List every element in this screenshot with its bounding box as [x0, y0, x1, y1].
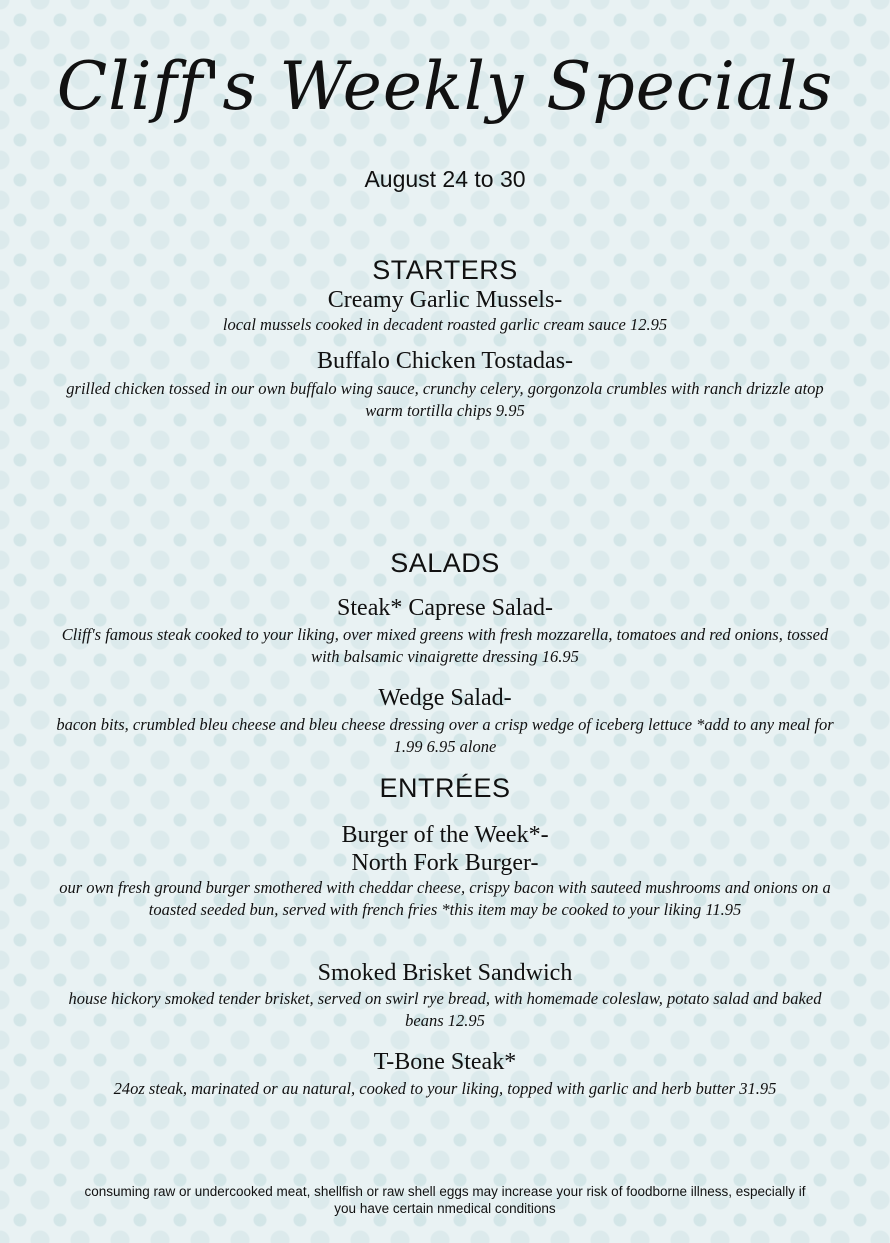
item-desc-north-fork-burger: our own fresh ground burger smothered with cheddar cheese, crispy bacon with sauteed mushrooms and onions on a toasted seeded bun, served with french fries *this item may be cooked to your liking 11.95: [59, 878, 831, 919]
item-name-buffalo-chicken-tostadas: Buffalo Chicken Tostadas-: [316, 348, 574, 374]
item-name-t-bone-steak: T-Bone Steak*: [373, 1049, 517, 1075]
item-name-creamy-garlic-mussels: Creamy Garlic Mussels-: [327, 287, 563, 313]
food-safety-disclaimer: consuming raw or undercooked meat, shellfish or raw shell eggs may increase your risk of foodborne illness, especially if you have certain nmedical conditions: [84, 1184, 806, 1216]
item-subname-north-fork-burger: North Fork Burger-: [351, 850, 539, 876]
item-desc-wedge-salad: bacon bits, crumbled bleu cheese and bleu cheese dressing over a crisp wedge of iceberg lettuce *add to any meal for 1.99 6.95 alone: [56, 715, 834, 756]
item-desc-t-bone-steak: 24oz steak, marinated or au natural, cooked to your liking, topped with garlic and herb butter 31.95: [113, 1079, 777, 1098]
item-desc-buffalo-chicken-tostadas: grilled chicken tossed in our own buffalo wing sauce, crunchy celery, gorgonzola crumbles with ranch drizzle atop warm tortilla chips 9.95: [66, 379, 824, 420]
item-name-steak-caprese-salad: Steak* Caprese Salad-: [337, 595, 553, 621]
section-heading-salads: SALADS: [390, 548, 500, 578]
item-name-smoked-brisket-sandwich: Smoked Brisket Sandwich: [317, 960, 573, 986]
item-name-wedge-salad: Wedge Salad-: [378, 685, 512, 711]
date-range: August 24 to 30: [364, 166, 526, 192]
section-heading-starters: STARTERS: [372, 255, 518, 285]
menu-title: Cliff's Weekly Specials: [56, 48, 834, 125]
item-desc-steak-caprese-salad: Cliff's famous steak cooked to your liking, over mixed greens with fresh mozzarella, tomatoes and red onions, tossed with balsamic vinaigrette dressing 16.95: [61, 625, 829, 666]
section-heading-entrees: ENTRÉES: [379, 773, 511, 803]
item-name-burger-of-the-week: Burger of the Week*-: [341, 822, 549, 848]
item-desc-creamy-garlic-mussels: local mussels cooked in decadent roasted garlic cream sauce 12.95: [222, 315, 668, 334]
item-desc-smoked-brisket-sandwich: house hickory smoked tender brisket, served on swirl rye bread, with homemade coleslaw, potato salad and baked beans 12.95: [68, 989, 822, 1030]
